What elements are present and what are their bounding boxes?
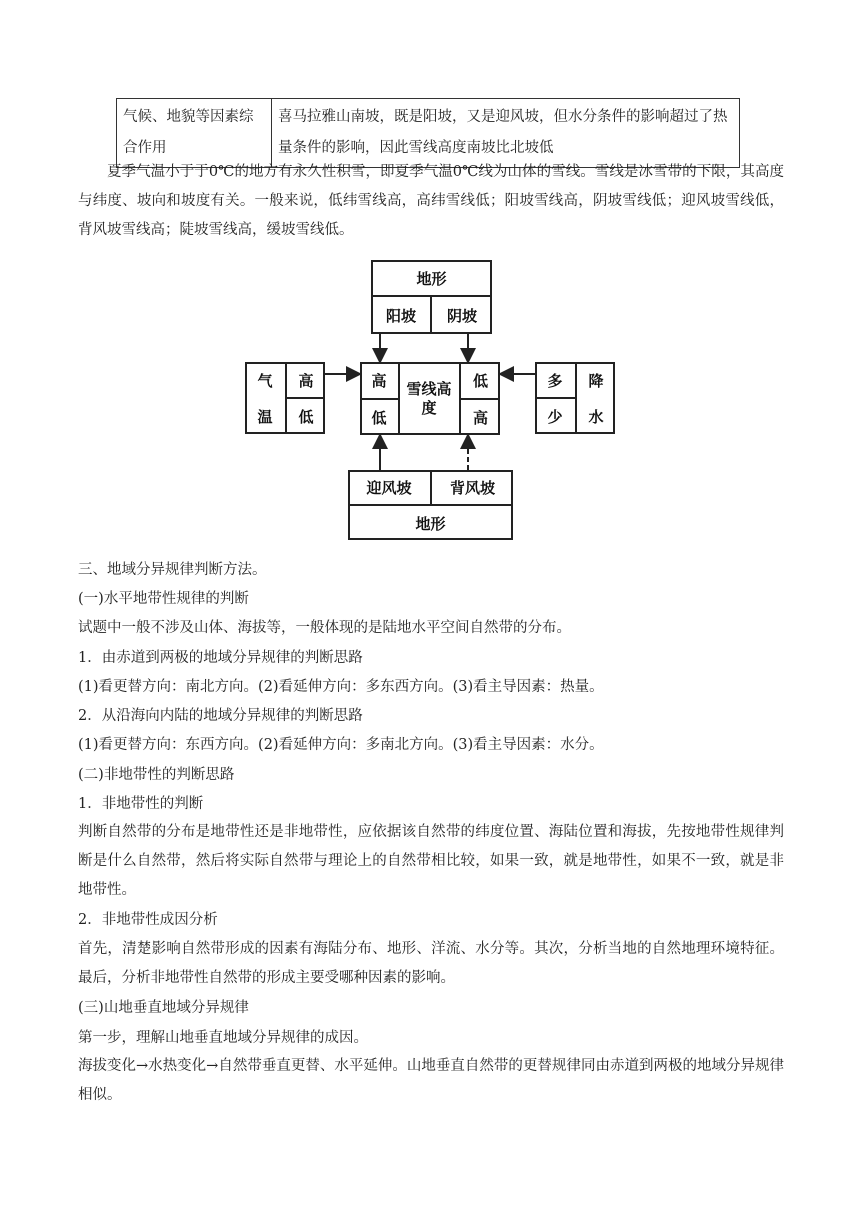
section-heading-3: 三、地域分异规律判断方法。 xyxy=(78,562,267,578)
step-line: 第一步，理解山地垂直地域分异规律的成因。 xyxy=(78,1030,368,1046)
precipitation-label-2: 水 xyxy=(588,407,604,426)
leeward-slope-label: 背风坡 xyxy=(449,478,495,497)
windward-slope-label: 迎风坡 xyxy=(366,478,412,497)
description-cell: 喜马拉雅山南坡，既是阳坡，又是迎风坡，但水分条件的影响超过了热量条件的影响，因此雪线高度南坡比北坡低 xyxy=(272,99,740,168)
vertical-paragraph: 海拔变化→水热变化→自然带垂直更替、水平延伸。山地垂直自然带的更替规律同由赤道到两极的地域分异规律相似。 xyxy=(78,1058,784,1103)
sunny-slope-label: 阳坡 xyxy=(385,306,416,325)
factor-cell: 气候、地貌等因素综合作用 xyxy=(117,99,272,168)
top-terrain-title: 地形 xyxy=(416,269,447,288)
temperature-low: 低 xyxy=(298,407,314,426)
subheading-horizontal: (一)水平地带性规律的判断 xyxy=(78,591,249,607)
item-heading: 1．非地带性的判断 xyxy=(78,796,204,812)
item-heading: 1．由赤道到两极的地域分异规律的判断思路 xyxy=(78,650,363,666)
temperature-label-1: 气 xyxy=(257,371,273,390)
item-heading: 2．从沿海向内陆的地域分异规律的判断思路 xyxy=(78,708,363,724)
precipitation-label-1: 降 xyxy=(588,371,604,390)
precipitation-more: 多 xyxy=(547,371,563,390)
text-line: (1)看更替方向：东西方向。(2)看延伸方向：多南北方向。(3)看主导因素：水分。 xyxy=(78,737,604,753)
snowline-height-label: 雪线高度 xyxy=(406,380,452,417)
bottom-terrain-title: 地形 xyxy=(415,514,446,533)
snowline-paragraph: 夏季气温小于于0℃的地方有永久性积雪，即夏季气温0℃线为山体的雪线。雪线是冰雪带的下限，其高度与纬度、坡向和坡度有关。一般来说，低纬雪线高，高纬雪线低；阳坡雪线高，阴坡雪线低；迎风坡雪线低，背风坡雪线高；陡坡雪线高，缓坡雪线低。 xyxy=(78,164,784,238)
snowline-diagram xyxy=(0,0,860,560)
snowline-left-low: 低 xyxy=(371,408,387,427)
subheading-nonzonal: (二)非地带性的判断思路 xyxy=(78,767,235,783)
nonzonal-paragraph: 判断自然带的分布是地带性还是非地带性，应依据该自然带的纬度位置、海陆位置和海拔，先按地带性规律判断是什么自然带，然后将实际自然带与理论上的自然带相比较，如果一致，就是地带性，如果不一致，就是非地带性。 xyxy=(78,824,784,898)
cause-paragraph: 首先，清楚影响自然带形成的因素有海陆分布、地形、洋流、水分等。其次，分析当地的自然地理环境特征。最后，分析非地带性自然带的形成主要受哪种因素的影响。 xyxy=(78,941,784,986)
temperature-high: 高 xyxy=(298,371,314,390)
precipitation-less: 少 xyxy=(547,407,563,426)
snowline-right-high: 高 xyxy=(472,408,488,427)
temperature-label-2: 温 xyxy=(257,407,273,426)
snowline-left-high: 高 xyxy=(371,371,387,390)
item-heading: 2．非地带性成因分析 xyxy=(78,912,218,928)
subheading-vertical: (三)山地垂直地域分异规律 xyxy=(78,1000,249,1016)
snowline-right-low: 低 xyxy=(472,371,488,390)
text-line: 试题中一般不涉及山体、海拔等，一般体现的是陆地水平空间自然带的分布。 xyxy=(78,620,571,636)
text-line: (1)看更替方向：南北方向。(2)看延伸方向：多东西方向。(3)看主导因素：热量。 xyxy=(78,679,604,695)
shady-slope-label: 阴坡 xyxy=(446,306,477,325)
